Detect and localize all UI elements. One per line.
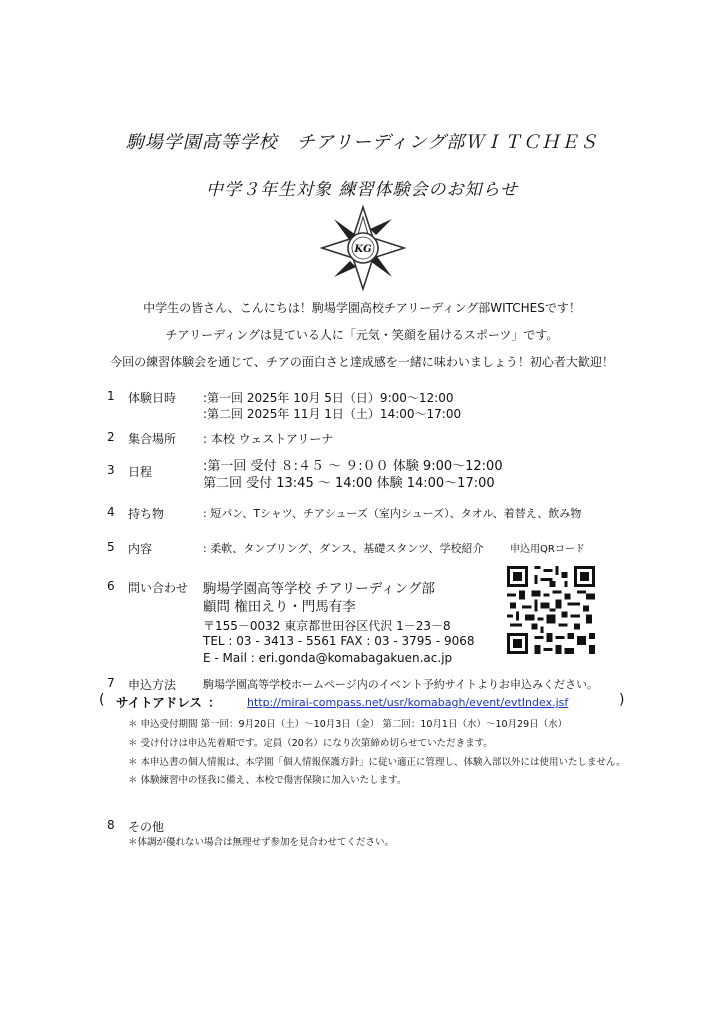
intro-line-1: 中学生の皆さん、こんにちは！駒場学園高校チアリーディング部WITCHESです！: [143, 301, 581, 315]
document-subtitle: 中学３年生対象 練習体験会のお知らせ: [206, 180, 518, 200]
section-4-number: 4: [107, 505, 115, 519]
note-privacy: ＊ 本申込書の個人情報は、本学園「個人情報保護方針」に従い適正に管理し、体験入部以外には使用いたしません。: [128, 757, 626, 768]
contact-organization: 駒場学園高等学校 チアリーディング部: [203, 581, 435, 597]
section-6-label: 問い合わせ: [128, 581, 189, 595]
site-address-label: サイトアドレス: [116, 695, 202, 710]
document-title: 駒場学園高等学校 チアリーディング部ＷＩＴＣＨＥＳ: [125, 132, 599, 153]
section-3-line-1: :第一回 受付 ８:４５ ～ ９:００ 体験 9:00～12:00: [203, 459, 503, 474]
section-1-line-2: :第二回 2025年 11月 1日（土）14:00～17:00: [203, 407, 462, 421]
section-1-number: 1: [107, 389, 115, 403]
section-4-label: 持ち物: [128, 507, 165, 521]
section-1-line-1: :第一回 2025年 10月 5日（日）9:00～12:00: [203, 391, 454, 405]
contact-advisor: 顧問 権田えり・門馬有李: [203, 599, 356, 615]
section-5-number: 5: [107, 540, 115, 554]
section-6-number: 6: [107, 579, 115, 593]
section-3-number: 3: [107, 463, 115, 477]
qr-code-image[interactable]: [507, 562, 595, 658]
section-3-label: 日程: [128, 465, 153, 479]
event-site-link[interactable]: http://mirai-compass.net/usr/komabagh/event/evtIndex.jsf: [247, 696, 569, 709]
section-4-line: : 短パン、Tシャツ、チアシューズ（室内シューズ）、タオル、着替え、飲み物: [203, 507, 582, 520]
note-application-period: ＊ 申込受付期間 第一回：9月20日（土）～10月3日（金） 第二回：10月1日（水）～10月29日（水）: [128, 719, 568, 730]
intro-line-3: 今回の練習体験会を通じて、チアの面白さと達成感を一緒に味わいましょう！初心者大歓迎！: [110, 355, 614, 369]
section-1-label: 体験日時: [128, 391, 177, 405]
section-7-line: 駒場学園高等学校ホームページ内のイベント予約サイトよりお申込みください。: [203, 678, 599, 691]
contact-phone: TEL : 03 - 3413 - 5561 FAX : 03 - 3795 - 9068: [203, 634, 475, 648]
contact-email: E - Mail : eri.gonda@komabagakuen.ac.jp: [203, 651, 453, 665]
note-insurance: ＊ 体験練習中の怪我に備え、本校で傷害保険に加入いたします。: [128, 775, 407, 786]
section-8-note: ＊体調が優れない場合は無理せず参加を見合わせてください。: [128, 837, 395, 848]
section-7-number: 7: [107, 676, 115, 690]
logo-text: KG: [354, 244, 372, 255]
site-open-paren: (: [99, 692, 105, 708]
section-3-line-2: 第二回 受付 13:45 ～ 14:00 体験 14:00～17:00: [203, 476, 495, 491]
section-2-label: 集合場所: [128, 432, 177, 446]
contact-address: 〒155－0032 東京都世田谷区代沢 1－23－8: [203, 619, 451, 633]
site-address-colon: ：: [208, 695, 221, 710]
school-logo-emblem: [320, 205, 406, 291]
section-5-line: : 柔軟、タンブリング、ダンス、基礎スタンツ、学校紹介: [203, 542, 484, 555]
site-close-paren: ): [619, 692, 625, 708]
qr-code-label: 申込用QRコード: [510, 544, 585, 555]
section-2-line: : 本校 ウェストアリーナ: [203, 432, 334, 446]
section-5-label: 内容: [128, 542, 153, 556]
section-8-label: その他: [128, 820, 165, 834]
note-first-come: ＊ 受け付けは申込先着順です。定員（20名）になり次第締め切らせていただきます。: [128, 738, 493, 749]
intro-line-2: チアリーディングは見ている人に「元気・笑顔を届けるスポーツ」です。: [165, 328, 559, 342]
section-2-number: 2: [107, 430, 115, 444]
section-8-number: 8: [107, 818, 115, 832]
section-7-label: 申込方法: [128, 678, 177, 692]
